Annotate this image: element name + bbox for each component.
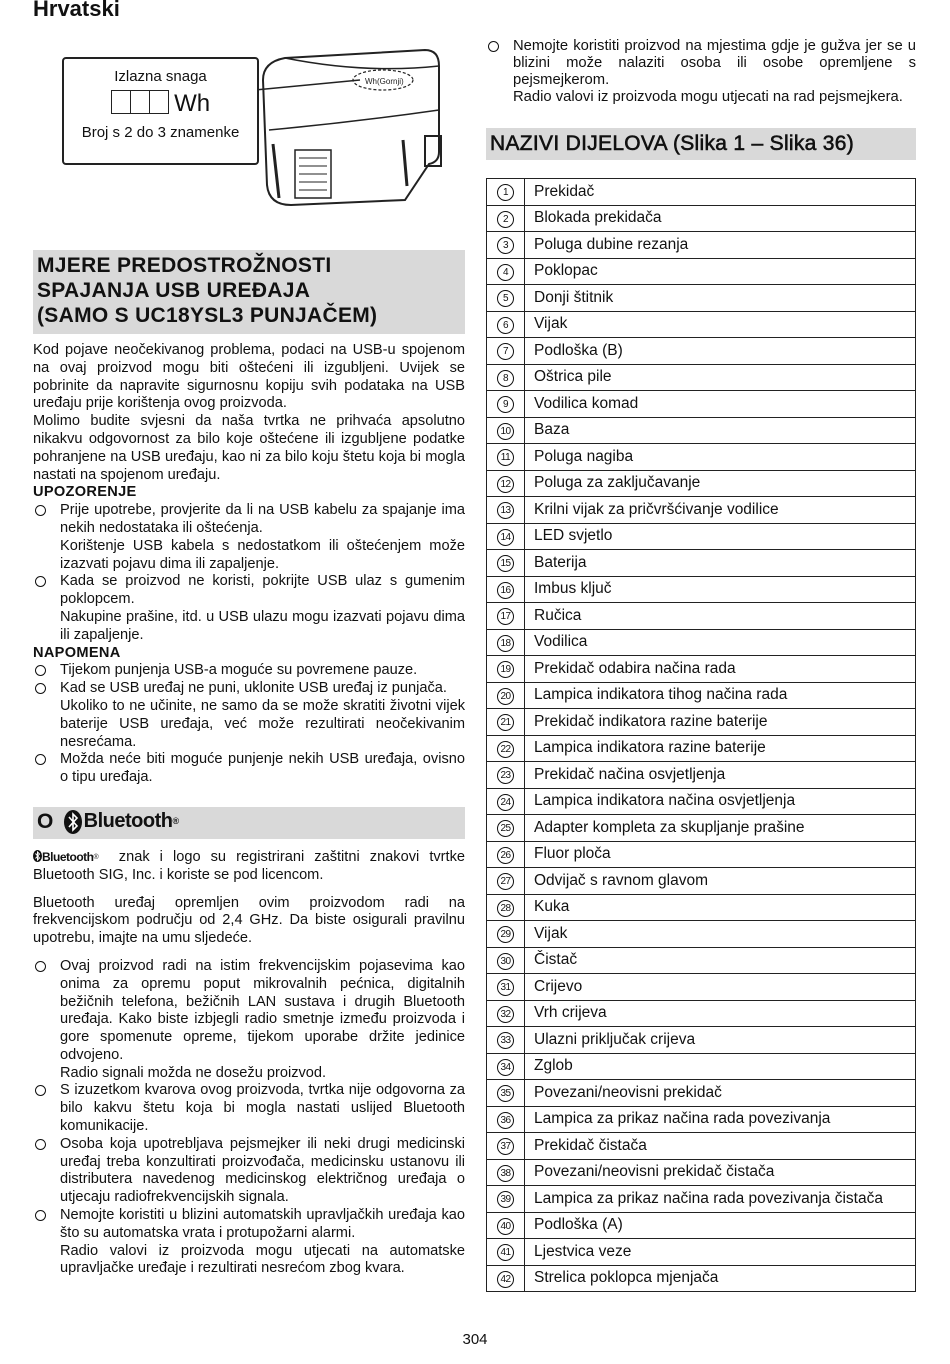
bluetooth-item-text: Ovaj proizvod radi na istim frekvencijskim pojasevima kao onima za opremu poput mikrovalnih pećnica, digitalnih bežičnih telefona, bežičnih LAN sustava i drugih Bluetooth uređaja. Kako biste izbjegli radio smetnje između proizvoda i gore spomenute opreme, tijekom uporabe držite jedinice odvojeno.: [60, 957, 465, 1063]
part-label: LED svjetlo: [525, 523, 916, 550]
part-number-cell: [487, 523, 525, 550]
parts-table-row: [487, 1159, 916, 1186]
note-title: NAPOMENA: [33, 644, 121, 661]
parts-table-row: [487, 868, 916, 895]
warning-text: Kada se proizvod ne koristi, pokrijte USB ulaz s gumenim poklopcem.: [60, 573, 465, 608]
warning-title: UPOZORENJE: [33, 484, 137, 501]
part-number: 34: [497, 1059, 514, 1076]
parts-table-row: [487, 762, 916, 789]
usb-heading-line: (SAMO S UC18YSL3 PUNJAČEM): [37, 304, 378, 327]
part-number-cell: [487, 947, 525, 974]
part-label: Lampica indikatora tihog načina rada: [525, 682, 916, 709]
bluetooth-item: [33, 1136, 465, 1207]
bluetooth-item-text: Nemojte koristiti proizvod na mjestima gdje je gužva jer se u blizini može nalaziti osoba ili osobe opremljene s pejsmejkerom.: [513, 38, 916, 88]
part-label: Vijak: [525, 921, 916, 948]
bullet-circle-icon: [35, 665, 46, 676]
bluetooth-item-text: Nemojte koristiti u blizini automatskih upravljačkih uređaja kao što su automatska vrata i protupožarni alarmi.: [60, 1207, 465, 1241]
part-number: 20: [497, 688, 514, 705]
part-label: Vrh crijeva: [525, 1000, 916, 1027]
bluetooth-item: [33, 1082, 465, 1135]
parts-table-row: [487, 629, 916, 656]
part-label: Odvijač s ravnom glavom: [525, 868, 916, 895]
part-number-cell: [487, 682, 525, 709]
bluetooth-logo-text: Bluetooth: [83, 810, 173, 833]
part-number: 9: [497, 396, 514, 413]
parts-table-row: [487, 311, 916, 338]
parts-table-row: [487, 1053, 916, 1080]
left-column: [33, 250, 465, 1278]
parts-table-row: [487, 1186, 916, 1213]
part-number: 8: [497, 370, 514, 387]
part-number: 31: [497, 979, 514, 996]
parts-table-row: [487, 1080, 916, 1107]
part-number-cell: [487, 1265, 525, 1292]
parts-table-row: [487, 285, 916, 312]
part-label: Poluga dubine rezanja: [525, 232, 916, 259]
bluetooth-item-text: Radio signali možda ne dosežu proizvod.: [60, 1064, 327, 1081]
parts-table-row: [487, 788, 916, 815]
part-number: 10: [497, 423, 514, 440]
part-number-cell: [487, 444, 525, 471]
battery-wh-label: Wh(Gornji): [365, 77, 404, 86]
note-text: Ukoliko to ne učinite, ne samo da se može skratiti životni vijek baterije USB uređaja, već može rezultirati neočekivanim nesrećama.: [60, 697, 465, 750]
bullet-circle-icon: [35, 505, 46, 516]
part-label: Prekidač odabira načina rada: [525, 656, 916, 683]
part-number-cell: [487, 1080, 525, 1107]
part-label: Kuka: [525, 894, 916, 921]
part-number: 38: [497, 1165, 514, 1182]
part-number: 24: [497, 794, 514, 811]
part-number: 14: [497, 529, 514, 546]
part-number-cell: [487, 656, 525, 683]
part-label: Prekidač indikatora razine baterije: [525, 709, 916, 736]
part-label: Vodilica: [525, 629, 916, 656]
bluetooth-small-logo: Bluetooth: [42, 849, 94, 864]
parts-table-row: [487, 417, 916, 444]
part-number: 7: [497, 343, 514, 360]
parts-table-row: [487, 974, 916, 1001]
warning-text: Prije upotrebe, provjerite da li na USB kabelu za spajanje ima nekih nedostataka ili oštećenja.: [60, 502, 465, 536]
note-item: [33, 662, 465, 680]
parts-table-row: [487, 735, 916, 762]
part-number: 16: [497, 582, 514, 599]
part-label: Ljestvica veze: [525, 1239, 916, 1266]
part-number-cell: [487, 258, 525, 285]
parts-table-row: [487, 232, 916, 259]
parts-table-row: [487, 841, 916, 868]
parts-table-row: [487, 179, 916, 206]
parts-table-row: [487, 1133, 916, 1160]
part-number: 13: [497, 502, 514, 519]
parts-table-row: [487, 1239, 916, 1266]
part-label: Čistač: [525, 947, 916, 974]
part-label: Fluor ploča: [525, 841, 916, 868]
part-number: 32: [497, 1006, 514, 1023]
part-label: Baterija: [525, 550, 916, 577]
page-number: 304: [462, 1331, 488, 1348]
parts-table-row: [487, 682, 916, 709]
bullet-circle-icon: [35, 754, 46, 765]
part-number-cell: [487, 815, 525, 842]
bluetooth-item-text: Radio valovi iz proizvoda mogu utjecati na automatske upravljačke uređaje i rezultirati nesrećom zbog kvara.: [60, 1242, 465, 1277]
part-number: 1: [497, 184, 514, 201]
part-number-cell: [487, 841, 525, 868]
part-number: 25: [497, 820, 514, 837]
usb-precautions-heading: [33, 250, 465, 334]
part-number: 36: [497, 1112, 514, 1129]
part-number-cell: [487, 894, 525, 921]
part-number: 30: [497, 953, 514, 970]
part-number: 29: [497, 926, 514, 943]
part-number-cell: [487, 576, 525, 603]
part-label: Podloška (B): [525, 338, 916, 365]
part-label: Ručica: [525, 603, 916, 630]
parts-table-row: [487, 921, 916, 948]
warning-item: [33, 573, 465, 644]
part-label: Lampica za prikaz načina rada povezivanja: [525, 1106, 916, 1133]
warning-item: [33, 502, 465, 573]
parts-table-row: [487, 550, 916, 577]
part-number-cell: [487, 1186, 525, 1213]
output-power-callout: [62, 57, 259, 165]
bullet-circle-icon: [35, 1085, 46, 1096]
part-label: Povezani/neovisni prekidač: [525, 1080, 916, 1107]
trademark-note-text: znak i logo su registrirani zaštitni znakovi tvrtke Bluetooth SIG, Inc. i koriste se pod licencom.: [33, 848, 465, 883]
part-number: 5: [497, 290, 514, 307]
part-number: 23: [497, 767, 514, 784]
bluetooth-trademark-note: Bluetooth® znak i logo su registrirani zaštitni znakovi tvrtke Bluetooth SIG, Inc. i koriste se pod licencom.: [33, 848, 465, 883]
part-number-cell: [487, 311, 525, 338]
part-label: Poklopac: [525, 258, 916, 285]
parts-table-row: [487, 1027, 916, 1054]
part-label: Zglob: [525, 1053, 916, 1080]
part-number-cell: [487, 1159, 525, 1186]
part-number-cell: [487, 1133, 525, 1160]
part-label: Crijevo: [525, 974, 916, 1001]
usb-intro-2: Molimo budite svjesni da naša tvrtka ne prihvaća apsolutno nikakvu odgovornost za bilo koje oštećene ili izgubljene podatke pohranjene na USB uređaju, kao ni za bilo koju štetu koja bi mogla nastati na spojenom uređaju.: [33, 413, 465, 483]
page-language-header: Hrvatski: [33, 0, 120, 21]
part-number: 37: [497, 1138, 514, 1155]
part-number-cell: [487, 391, 525, 418]
part-number: 2: [497, 211, 514, 228]
note-text: Kad se USB uređaj ne puni, uklonite USB uređaj iz punjača.: [60, 680, 447, 697]
note-item: [33, 680, 465, 751]
bluetooth-small-rune-icon: [33, 850, 42, 862]
part-number: 18: [497, 635, 514, 652]
part-number-cell: [487, 1027, 525, 1054]
parts-table-row: [487, 947, 916, 974]
parts-table-row: [487, 1000, 916, 1027]
part-label: Baza: [525, 417, 916, 444]
part-number-cell: [487, 205, 525, 232]
bullet-circle-icon: [35, 576, 46, 587]
right-column: [486, 38, 916, 1292]
part-label: Vodilica komad: [525, 391, 916, 418]
part-number-cell: [487, 974, 525, 1001]
parts-table-row: [487, 523, 916, 550]
bullet-circle-icon: [35, 1139, 46, 1150]
parts-table-body: [487, 179, 916, 1292]
part-number-cell: [487, 232, 525, 259]
parts-table-row: [487, 258, 916, 285]
callout-digits-note: Broj s 2 do 3 znamenke: [81, 124, 240, 141]
part-number: 17: [497, 608, 514, 625]
part-label: Lampica indikatora načina osvjetljenja: [525, 788, 916, 815]
warning-text: Nakupine prašine, itd. u USB ulazu mogu izazvati pojavu dima ili zapaljenje.: [60, 608, 465, 643]
bluetooth-item-text: Osoba koja upotrebljava pejsmejker ili neki drugi medicinski uređaj treba konzultirati proizvođača, medicinsku ustanovu ili distributera navedenog medicinskog električnog uređaja o utjecaju radiofrekvencijskih signala.: [60, 1135, 465, 1206]
parts-table-row: [487, 364, 916, 391]
bluetooth-heading-prefix: O: [37, 810, 54, 834]
bullet-circle-icon: [35, 1210, 46, 1221]
bullet-circle-icon: [488, 41, 499, 52]
part-label: Prekidač načina osvjetljenja: [525, 762, 916, 789]
parts-table-row: [487, 576, 916, 603]
part-number-cell: [487, 550, 525, 577]
bullet-circle-icon: [35, 683, 46, 694]
parts-table: [486, 178, 916, 1292]
part-label: Blokada prekidača: [525, 205, 916, 232]
part-number-cell: [487, 1106, 525, 1133]
part-number-cell: [487, 762, 525, 789]
parts-table-row: [487, 815, 916, 842]
part-label: Podloška (A): [525, 1212, 916, 1239]
part-number: 21: [497, 714, 514, 731]
part-number-cell: [487, 921, 525, 948]
parts-table-row: [487, 1212, 916, 1239]
part-number: 11: [497, 449, 514, 466]
part-label: Poluga za zaključavanje: [525, 470, 916, 497]
callout-digit-boxes: [64, 90, 257, 118]
part-number-cell: [487, 497, 525, 524]
part-number-cell: [487, 629, 525, 656]
part-label: Imbus ključ: [525, 576, 916, 603]
part-number-cell: [487, 417, 525, 444]
callout-title: Izlazna snaga: [114, 68, 207, 85]
part-number: 33: [497, 1032, 514, 1049]
part-label: Poluga nagiba: [525, 444, 916, 471]
parts-table-row: [487, 470, 916, 497]
callout-pointer: [255, 60, 365, 100]
part-label: Lampica za prikaz načina rada povezivanja čistača: [525, 1186, 916, 1213]
part-label: Vijak: [525, 311, 916, 338]
parts-table-row: [487, 709, 916, 736]
part-number-cell: [487, 1053, 525, 1080]
part-number-cell: [487, 603, 525, 630]
bluetooth-intro: Bluetooth uređaj opremljen ovim proizvodom radi na frekvencijskom području od 2,4 GHz. Da biste osigurali pravilnu upotrebu, imajte na umu sljedeće.: [33, 894, 465, 947]
parts-table-row: [487, 338, 916, 365]
part-number-cell: [487, 709, 525, 736]
part-label: Ulazni priključak crijeva: [525, 1027, 916, 1054]
part-number: 22: [497, 741, 514, 758]
part-number-cell: [487, 285, 525, 312]
part-number-cell: [487, 1000, 525, 1027]
part-number: 26: [497, 847, 514, 864]
usb-intro-1: Kod pojave neočekivanog problema, podaci na USB-u spojenom na ovaj proizvod mogu biti oštećeni ili izgubljeni. Uvijek se pobrinite da napravite sigurnosnu kopiju svih podataka na USB uređaju prije korištenja ovog proizvoda.: [33, 342, 465, 412]
part-label: Krilni vijak za pričvršćivanje vodilice: [525, 497, 916, 524]
bluetooth-item: [33, 1207, 465, 1278]
part-number: 41: [497, 1244, 514, 1261]
bluetooth-item-text: S izuzetkom kvarova ovog proizvoda, tvrtka nije odgovorna za bilo kakvu štetu koja bi mogla nastati uslijed Bluetooth komunikacije.: [60, 1082, 465, 1135]
part-number-cell: [487, 735, 525, 762]
parts-table-row: [487, 444, 916, 471]
part-label: Prekidač čistača: [525, 1133, 916, 1160]
bluetooth-item-text: Radio valovi iz proizvoda mogu utjecati na rad pejsmejkera.: [513, 89, 903, 105]
part-number: 27: [497, 873, 514, 890]
callout-unit: Wh: [174, 90, 211, 117]
parts-table-row: [487, 894, 916, 921]
note-text: Možda neće biti moguće punjenje nekih USB uređaja, ovisno o tipu uređaja.: [60, 751, 465, 786]
part-label: Povezani/neovisni prekidač čistača: [525, 1159, 916, 1186]
note-text: Tijekom punjenja USB-a moguće su povremene pauze.: [60, 662, 418, 679]
part-number: 28: [497, 900, 514, 917]
warning-text: Korištenje USB kabela s nedostatkom ili oštećenjem može izazvati pojavu dima ili zapaljenje.: [60, 537, 465, 572]
parts-table-row: [487, 603, 916, 630]
part-number: 39: [497, 1191, 514, 1208]
parts-table-row: [487, 1106, 916, 1133]
bluetooth-rune-icon: [64, 810, 82, 834]
bluetooth-heading: [33, 807, 465, 839]
part-number: 15: [497, 555, 514, 572]
bluetooth-item-continued: [486, 38, 916, 106]
part-number-cell: [487, 364, 525, 391]
parts-names-heading: NAZIVI DIJELOVA (Slika 1 – Slika 36): [486, 128, 916, 160]
parts-table-row: [487, 1265, 916, 1292]
usb-heading-line: SPAJANJA USB UREĐAJA: [37, 279, 311, 302]
part-number: 3: [497, 237, 514, 254]
part-label: Prekidač: [525, 179, 916, 206]
part-label: Lampica indikatora razine baterije: [525, 735, 916, 762]
part-number-cell: [487, 868, 525, 895]
bluetooth-item: [33, 958, 465, 1083]
part-number-cell: [487, 470, 525, 497]
part-label: Donji štitnik: [525, 285, 916, 312]
bullet-circle-icon: [35, 961, 46, 972]
part-number: 40: [497, 1218, 514, 1235]
parts-table-row: [487, 497, 916, 524]
part-number: 12: [497, 476, 514, 493]
part-number-cell: [487, 788, 525, 815]
part-number: 19: [497, 661, 514, 678]
parts-table-row: [487, 391, 916, 418]
part-number-cell: [487, 1239, 525, 1266]
part-number-cell: [487, 179, 525, 206]
part-number: 35: [497, 1085, 514, 1102]
part-number-cell: [487, 1212, 525, 1239]
part-number-cell: [487, 338, 525, 365]
part-label: Strelica poklopca mjenjača: [525, 1265, 916, 1292]
part-label: Oštrica pile: [525, 364, 916, 391]
usb-heading-line: MJERE PREDOSTROŽNOSTI: [37, 254, 332, 277]
note-item: [33, 751, 465, 787]
parts-table-row: [487, 656, 916, 683]
parts-table-row: [487, 205, 916, 232]
part-number: 42: [497, 1271, 514, 1288]
digit-boxes: [111, 90, 168, 118]
part-label: Adapter kompleta za skupljanje prašine: [525, 815, 916, 842]
part-number: 4: [497, 264, 514, 281]
trademark-symbol: ®: [172, 816, 180, 827]
part-number: 6: [497, 317, 514, 334]
